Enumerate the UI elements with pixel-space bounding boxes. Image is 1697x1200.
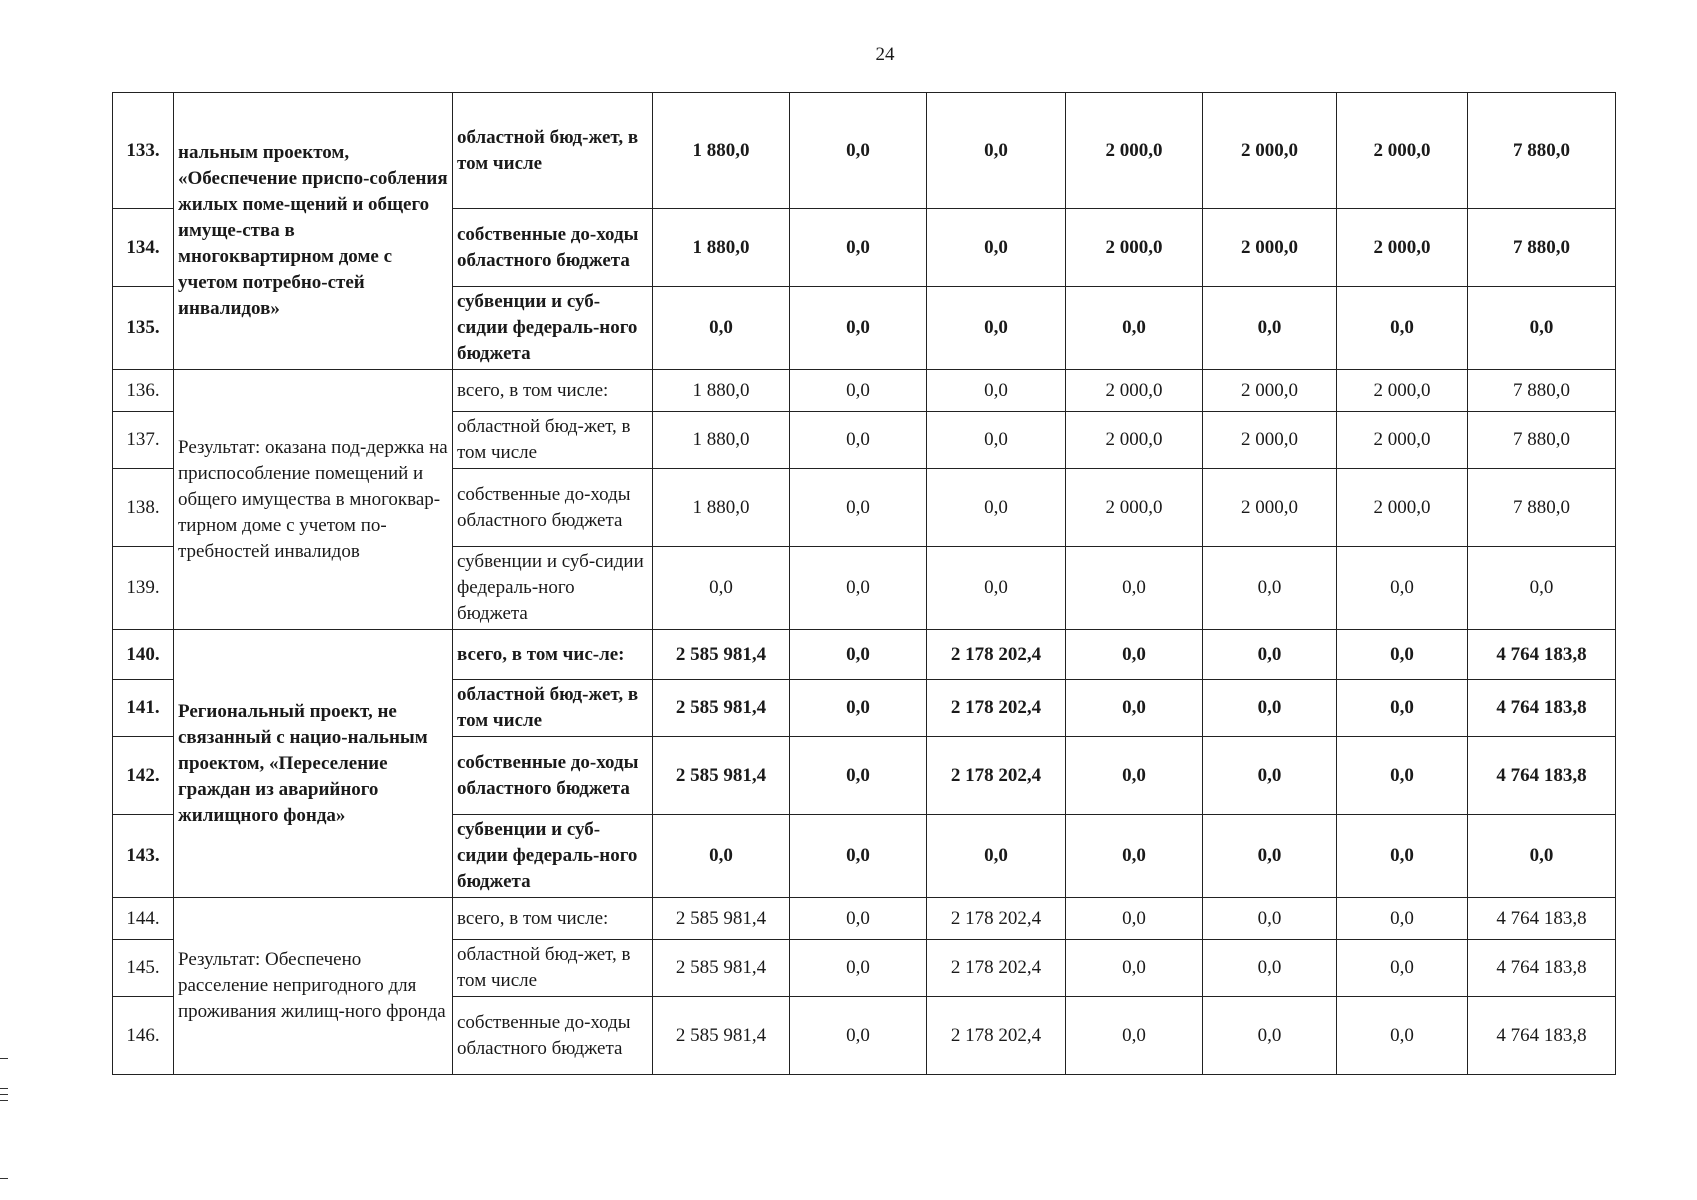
funding-source: всего, в том числе:	[453, 370, 653, 412]
row-number: 133.	[113, 93, 174, 209]
row-number: 136.	[113, 370, 174, 412]
value-cell: 2 000,0	[1203, 209, 1337, 287]
value-cell: 0,0	[1066, 940, 1203, 997]
table-row	[113, 898, 1616, 940]
value-cell: 0,0	[1203, 940, 1337, 997]
value-cell: 0,0	[927, 209, 1066, 287]
value-cell: 2 000,0	[1337, 469, 1468, 547]
value-cell: 0,0	[790, 412, 927, 469]
funding-source: собственные до-ходы областного бюджета	[453, 997, 653, 1075]
scan-edge-mark	[0, 1100, 8, 1101]
value-cell: 0,0	[1066, 737, 1203, 815]
row-description: Региональный проект, не связанный с нацио-нальным проектом, «Переселение граждан из аварийного жилищного фонда»	[174, 630, 453, 898]
value-cell: 2 000,0	[1066, 469, 1203, 547]
total-cell: 7 880,0	[1468, 93, 1616, 209]
value-cell: 2 000,0	[1337, 370, 1468, 412]
funding-source: субвенции и суб-сидии федераль-ного бюджета	[453, 815, 653, 898]
total-cell: 4 764 183,8	[1468, 630, 1616, 680]
value-cell: 1 880,0	[653, 412, 790, 469]
scan-edge-mark	[0, 1178, 8, 1179]
value-cell: 2 000,0	[1203, 370, 1337, 412]
total-cell: 7 880,0	[1468, 469, 1616, 547]
value-cell: 0,0	[1203, 630, 1337, 680]
page-number: 24	[875, 44, 895, 65]
value-cell: 0,0	[1066, 815, 1203, 898]
value-cell: 2 000,0	[1066, 370, 1203, 412]
value-cell: 0,0	[1203, 737, 1337, 815]
value-cell: 0,0	[1337, 815, 1468, 898]
table-body	[113, 93, 1616, 1075]
total-cell: 4 764 183,8	[1468, 997, 1616, 1075]
value-cell: 0,0	[790, 680, 927, 737]
value-cell: 0,0	[790, 815, 927, 898]
value-cell: 2 178 202,4	[927, 997, 1066, 1075]
row-description: нальным проектом, «Обеспечение приспо-собления жилых поме-щений и общего имуще-ства в многоквартирном доме с учетом потребно-стей инвалидов»	[174, 93, 453, 370]
value-cell: 0,0	[1066, 287, 1203, 370]
total-cell: 7 880,0	[1468, 370, 1616, 412]
value-cell: 0,0	[927, 412, 1066, 469]
total-cell: 7 880,0	[1468, 209, 1616, 287]
funding-source: всего, в том чис-ле:	[453, 630, 653, 680]
row-description: Результат: Обеспечено расселение непригодного для проживания жилищ-ного фронда	[174, 898, 453, 1075]
value-cell: 0,0	[790, 287, 927, 370]
row-number: 140.	[113, 630, 174, 680]
value-cell: 2 178 202,4	[927, 737, 1066, 815]
value-cell: 0,0	[1066, 547, 1203, 630]
row-number: 135.	[113, 287, 174, 370]
value-cell: 2 585 981,4	[653, 680, 790, 737]
total-cell: 0,0	[1468, 287, 1616, 370]
funding-source: областной бюд-жет, в том числе	[453, 93, 653, 209]
funding-source: субвенции и суб-сидии федераль-ного бюджета	[453, 547, 653, 630]
total-cell: 4 764 183,8	[1468, 940, 1616, 997]
value-cell: 0,0	[927, 469, 1066, 547]
total-cell: 0,0	[1468, 547, 1616, 630]
value-cell: 0,0	[790, 737, 927, 815]
value-cell: 0,0	[1203, 815, 1337, 898]
funding-source: собственные до-ходы областного бюджета	[453, 469, 653, 547]
value-cell: 2 178 202,4	[927, 940, 1066, 997]
funding-source: областной бюд-жет, в том числе	[453, 940, 653, 997]
funding-source: собственные до-ходы областного бюджета	[453, 209, 653, 287]
row-number: 138.	[113, 469, 174, 547]
row-number: 141.	[113, 680, 174, 737]
value-cell: 0,0	[927, 93, 1066, 209]
value-cell: 0,0	[1203, 287, 1337, 370]
row-number: 134.	[113, 209, 174, 287]
value-cell: 2 000,0	[1066, 209, 1203, 287]
row-number: 142.	[113, 737, 174, 815]
value-cell: 1 880,0	[653, 370, 790, 412]
row-number: 145.	[113, 940, 174, 997]
total-cell: 4 764 183,8	[1468, 680, 1616, 737]
row-number: 137.	[113, 412, 174, 469]
value-cell: 0,0	[1203, 547, 1337, 630]
value-cell: 0,0	[1203, 997, 1337, 1075]
value-cell: 2 178 202,4	[927, 680, 1066, 737]
value-cell: 0,0	[1337, 898, 1468, 940]
value-cell: 0,0	[1337, 940, 1468, 997]
row-number: 146.	[113, 997, 174, 1075]
value-cell: 0,0	[1337, 547, 1468, 630]
value-cell: 0,0	[790, 469, 927, 547]
value-cell: 2 000,0	[1066, 93, 1203, 209]
table-row	[113, 630, 1616, 680]
value-cell: 0,0	[653, 815, 790, 898]
scan-edge-mark	[0, 1094, 8, 1095]
scan-edge-mark	[0, 1088, 8, 1089]
budget-table	[112, 92, 1616, 1075]
value-cell: 0,0	[1203, 680, 1337, 737]
value-cell: 2 000,0	[1203, 412, 1337, 469]
value-cell: 2 000,0	[1203, 469, 1337, 547]
value-cell: 1 880,0	[653, 469, 790, 547]
value-cell: 0,0	[790, 547, 927, 630]
funding-source: областной бюд-жет, в том числе	[453, 680, 653, 737]
value-cell: 0,0	[1066, 680, 1203, 737]
value-cell: 2 000,0	[1066, 412, 1203, 469]
row-number: 144.	[113, 898, 174, 940]
value-cell: 0,0	[790, 997, 927, 1075]
table-row	[113, 93, 1616, 209]
row-number: 139.	[113, 547, 174, 630]
row-description: Результат: оказана под-держка на приспособление помещений и общего имущества в многоквар-тирном доме с учетом по-требностей инвалидов	[174, 370, 453, 630]
funding-source: областной бюд-жет, в том числе	[453, 412, 653, 469]
value-cell: 0,0	[1337, 680, 1468, 737]
value-cell: 0,0	[790, 898, 927, 940]
value-cell: 0,0	[653, 547, 790, 630]
scan-edge-mark	[0, 1058, 8, 1059]
value-cell: 0,0	[790, 940, 927, 997]
value-cell: 2 000,0	[1337, 412, 1468, 469]
value-cell: 0,0	[1337, 737, 1468, 815]
value-cell: 0,0	[790, 630, 927, 680]
value-cell: 2 585 981,4	[653, 997, 790, 1075]
table-row	[113, 370, 1616, 412]
funding-source: собственные до-ходы областного бюджета	[453, 737, 653, 815]
value-cell: 0,0	[790, 370, 927, 412]
total-cell: 4 764 183,8	[1468, 898, 1616, 940]
value-cell: 0,0	[1066, 630, 1203, 680]
value-cell: 0,0	[1337, 630, 1468, 680]
value-cell: 0,0	[790, 209, 927, 287]
value-cell: 1 880,0	[653, 209, 790, 287]
row-number: 143.	[113, 815, 174, 898]
value-cell: 0,0	[1337, 997, 1468, 1075]
value-cell: 2 178 202,4	[927, 630, 1066, 680]
value-cell: 2 178 202,4	[927, 898, 1066, 940]
funding-source: субвенции и суб-сидии федераль-ного бюджета	[453, 287, 653, 370]
value-cell: 2 000,0	[1337, 209, 1468, 287]
value-cell: 0,0	[1066, 898, 1203, 940]
value-cell: 2 585 981,4	[653, 940, 790, 997]
funding-source: всего, в том числе:	[453, 898, 653, 940]
total-cell: 7 880,0	[1468, 412, 1616, 469]
value-cell: 0,0	[653, 287, 790, 370]
value-cell: 0,0	[790, 93, 927, 209]
value-cell: 0,0	[1337, 287, 1468, 370]
total-cell: 4 764 183,8	[1468, 737, 1616, 815]
value-cell: 0,0	[1203, 898, 1337, 940]
value-cell: 0,0	[927, 370, 1066, 412]
value-cell: 0,0	[927, 287, 1066, 370]
total-cell: 0,0	[1468, 815, 1616, 898]
value-cell: 2 585 981,4	[653, 898, 790, 940]
value-cell: 0,0	[927, 815, 1066, 898]
value-cell: 1 880,0	[653, 93, 790, 209]
value-cell: 0,0	[1066, 997, 1203, 1075]
value-cell: 2 585 981,4	[653, 737, 790, 815]
value-cell: 2 000,0	[1203, 93, 1337, 209]
value-cell: 2 585 981,4	[653, 630, 790, 680]
value-cell: 0,0	[927, 547, 1066, 630]
value-cell: 2 000,0	[1337, 93, 1468, 209]
